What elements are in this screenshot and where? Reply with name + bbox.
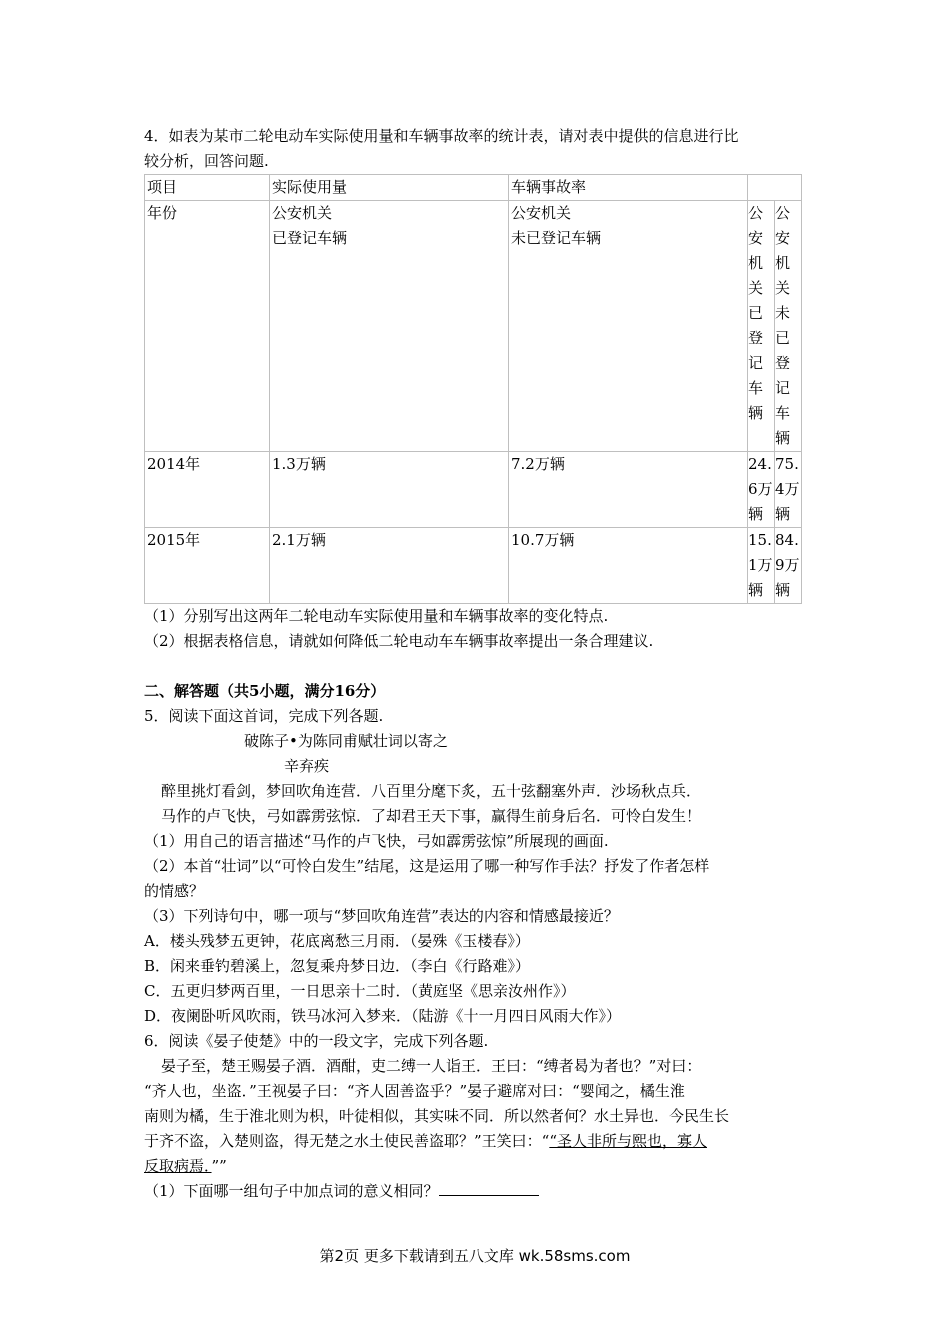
q5-option-a: A．楼头残梦五更钟，花底离愁三月雨．（晏殊《玉楼春》）: [144, 932, 530, 950]
q5-sub2a: （2）本首“壮词”以“可怜白发生”结尾，这是运用了哪一种写作手法？抒发了作者怎样: [144, 857, 710, 875]
table-cell: 15.1万辆: [748, 528, 775, 604]
answer-blank[interactable]: [439, 1179, 539, 1196]
poem-line-2: 马作的卢飞快，弓如霹雳弦惊．了却君王天下事，赢得生前身后名．可怜白发生！: [161, 807, 702, 825]
table-cell: 2.1万辆: [270, 528, 509, 604]
table-header-item: 项目: [145, 175, 270, 201]
table-row: [145, 452, 802, 528]
page-content: [144, 124, 808, 1204]
table-header-usage-unregistered: 公安机关 未已登记车辆: [509, 201, 748, 452]
table-header-accident-unregistered: 公安机关未已登记车辆: [775, 201, 802, 452]
table-header-accident: 车辆事故率: [509, 175, 748, 201]
q5-option-d: D．夜阑卧听风吹雨，铁马冰河入梦来．（陆游《十一月四日风雨大作》）: [144, 1007, 622, 1025]
table-header-accident-registered: 公安机关已登记车辆: [748, 201, 775, 452]
q5-option-b: B．闲来垂钓碧溪上，忽复乘舟梦日边．（李白《行路难》）: [144, 957, 531, 975]
poem-author: 辛弃疾: [284, 757, 330, 775]
q6-passage-line4: 于齐不盗，入楚则盗，得无楚之水土使民善盗耶？”王笑曰：““圣人非所与熙也，寡人: [144, 1132, 708, 1150]
table-cell-year: 2014年: [145, 452, 270, 528]
table-header-empty: [748, 175, 802, 201]
table-cell: 7.2万辆: [509, 452, 748, 528]
table-cell: 10.7万辆: [509, 528, 748, 604]
q6-intro: 6．阅读《晏子使楚》中的一段文字，完成下列各题.: [144, 1032, 489, 1050]
poem-title: 破陈子•为陈同甫赋壮词以寄之: [244, 732, 448, 750]
q4-intro-line1: 4．如表为某市二轮电动车实际使用量和车辆事故率的统计表，请对表中提供的信息进行比: [144, 127, 739, 145]
table-cell: 84.9万辆: [775, 528, 802, 604]
q5-intro: 5．阅读下面这首词，完成下列各题.: [144, 707, 384, 725]
table-row: [145, 528, 802, 604]
table-cell: 1.3万辆: [270, 452, 509, 528]
q4-sub1: （1）分别写出这两年二轮电动车实际使用量和车辆事故率的变化特点.: [144, 607, 609, 625]
q5-sub1: （1）用自己的语言描述“马作的卢飞快，弓如霹雳弦惊”所展现的画面.: [144, 832, 609, 850]
table-cell-year: 2015年: [145, 528, 270, 604]
q4-sub2: （2）根据表格信息，请就如何降低二轮电动车车辆事故率提出一条合理建议.: [144, 632, 654, 650]
table-cell: 75.4万辆: [775, 452, 802, 528]
table-cell: 24.6万辆: [748, 452, 775, 528]
q6-sub1: （1）下面哪一组句子中加点词的意义相同？: [144, 1179, 808, 1204]
q6-passage-line1: 晏子至，楚王赐晏子酒．酒酣，吏二缚一人诣王．王曰：“缚者曷为者也？”对曰：: [161, 1057, 702, 1075]
q6-passage-line5: 反取病焉．””: [144, 1157, 227, 1175]
table-header-usage: 实际使用量: [270, 175, 509, 201]
section-title: 二、解答题（共5小题，满分16分）: [144, 682, 386, 700]
table-header-year: 年份: [145, 201, 270, 452]
q5-sub3: （3）下列诗句中，哪一项与“梦回吹角连营”表达的内容和情感最接近？: [144, 907, 619, 925]
q4-intro-line2: 较分析，回答问题.: [144, 152, 269, 170]
q5-sub2b: 的情感？: [144, 882, 205, 900]
q5-option-c: C．五更归梦两百里，一日思亲十二时．（黄庭坚《思亲汝州作》）: [144, 982, 576, 1000]
q6-passage-line2: “齐人也，坐盗．”王视晏子曰：“齐人固善盗乎？”晏子避席对曰：“婴闻之，橘生淮: [144, 1082, 685, 1100]
table-header-usage-registered: 公安机关 已登记车辆: [270, 201, 509, 452]
stats-table: [144, 174, 802, 604]
page-footer: 第2页 更多下载请到五八文库 wk.58sms.com: [319, 1247, 631, 1265]
q6-passage-line3: 南则为橘，生于淮北则为枳，叶徒相似，其实味不同．所以然者何？水土异也．今民生长: [144, 1107, 730, 1125]
poem-line-1: 醉里挑灯看剑，梦回吹角连营．八百里分麾下炙，五十弦翻塞外声．沙场秋点兵．: [161, 782, 702, 800]
